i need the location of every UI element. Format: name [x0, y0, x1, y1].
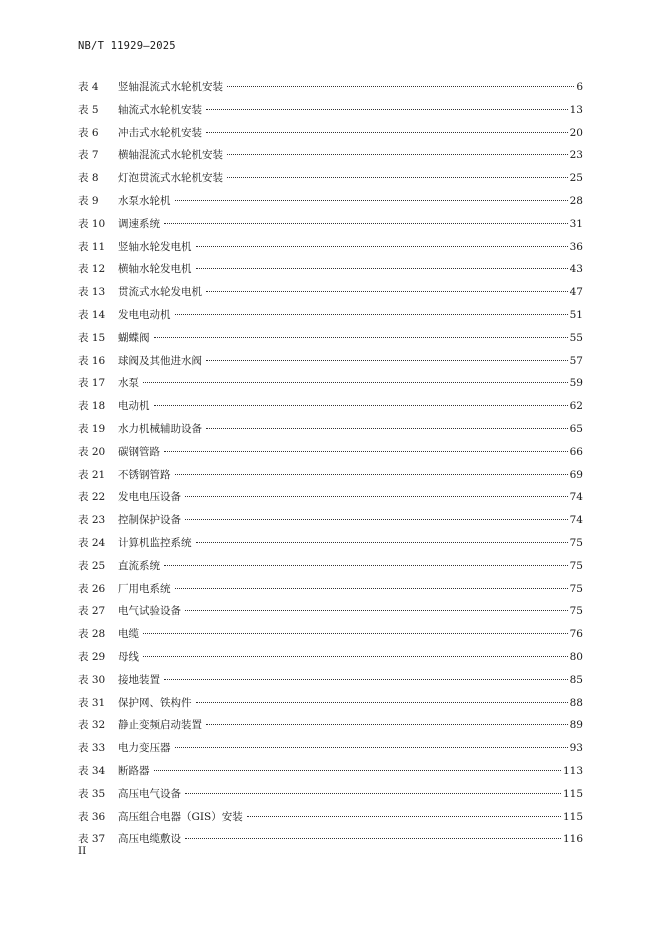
toc-entry[interactable]: [78, 284, 583, 307]
toc-entry-title: 不锈钢管路: [118, 468, 171, 481]
toc-dot-leader: [196, 702, 568, 703]
toc-entry[interactable]: [78, 467, 583, 490]
toc-entry-label: 表 8: [78, 172, 99, 185]
toc-entry-page: 57: [569, 354, 583, 367]
toc-entry-page: 75: [569, 605, 583, 618]
toc-entry[interactable]: [78, 239, 583, 262]
toc-entry-page: 28: [569, 194, 583, 207]
toc-entry-title: 蝴蝶阀: [118, 331, 150, 344]
toc-entry[interactable]: [78, 535, 583, 558]
toc-dot-leader: [175, 314, 568, 315]
toc-entry-label: 表 31: [78, 696, 106, 709]
toc-entry-page: 74: [569, 491, 583, 504]
toc-entry-label: 表 26: [78, 582, 106, 595]
toc-entry[interactable]: [78, 626, 583, 649]
toc-entry[interactable]: [78, 307, 583, 330]
toc-entry-page: 85: [569, 673, 583, 686]
toc-entry-label: 表 9: [78, 194, 99, 207]
toc-entry-label: 表 23: [78, 514, 106, 527]
toc-entry-page: 115: [562, 787, 583, 800]
toc-entry-title: 厂用电系统: [118, 582, 171, 595]
toc-entry-title: 竖轴水轮发电机: [118, 240, 192, 253]
toc-entry[interactable]: [78, 398, 583, 421]
toc-entry-title: 调速系统: [118, 217, 160, 230]
toc-entry-title: 高压电缆敷设: [118, 833, 181, 846]
toc-dot-leader: [175, 747, 568, 748]
toc-entry-label: 表 20: [78, 445, 106, 458]
toc-entry[interactable]: [78, 170, 583, 193]
toc-entry-page: 66: [569, 445, 583, 458]
toc-entry-title: 静止变频启动装置: [118, 719, 202, 732]
toc-entry-label: 表 25: [78, 559, 106, 572]
toc-entry-label: 表 4: [78, 81, 99, 93]
toc-entry-label: 表 18: [78, 400, 106, 413]
toc-entry-page: 20: [569, 126, 583, 139]
toc-entry-title: 竖轴混流式水轮机安装: [118, 81, 223, 93]
toc-dot-leader: [143, 633, 568, 634]
toc-entry[interactable]: [78, 786, 583, 809]
toc-entry[interactable]: [78, 375, 583, 398]
toc-dot-leader: [143, 656, 568, 657]
toc-entry-page: 23: [569, 149, 583, 162]
toc-dot-leader: [185, 519, 568, 520]
toc-entry-page: 59: [569, 377, 583, 390]
toc-entry-title: 断路器: [118, 764, 150, 777]
toc-dot-leader: [175, 200, 568, 201]
toc-entry-page: 74: [569, 514, 583, 527]
toc-entry-title: 水泵水轮机: [118, 194, 171, 207]
toc-entry[interactable]: [78, 740, 583, 763]
toc-entry-title: 灯泡贯流式水轮机安装: [118, 172, 223, 185]
toc-entry[interactable]: [78, 581, 583, 604]
toc-entry[interactable]: [78, 717, 583, 740]
toc-entry-page: 75: [569, 559, 583, 572]
toc-entry-label: 表 28: [78, 628, 106, 641]
toc-entry[interactable]: [78, 512, 583, 535]
toc-dot-leader: [227, 86, 574, 87]
toc-dot-leader: [206, 724, 568, 725]
toc-entry-title: 发电电压设备: [118, 491, 181, 504]
toc-entry[interactable]: [78, 421, 583, 444]
toc-entry-page: 88: [569, 696, 583, 709]
toc-entry-page: 116: [562, 833, 583, 846]
toc-entry-label: 表 14: [78, 308, 106, 321]
toc-entry[interactable]: [78, 444, 583, 467]
toc-entry[interactable]: [78, 79, 583, 102]
toc-dot-leader: [154, 770, 561, 771]
toc-entry-page: 65: [569, 422, 583, 435]
toc-entry-page: 47: [569, 286, 583, 299]
toc-dot-leader: [164, 223, 568, 224]
toc-entry[interactable]: [78, 261, 583, 284]
toc-dot-leader: [206, 360, 568, 361]
toc-entry[interactable]: [78, 216, 583, 239]
toc-entry-page: 62: [569, 400, 583, 413]
toc-entry-label: 表 29: [78, 650, 106, 663]
toc-dot-leader: [185, 496, 568, 497]
toc-entry[interactable]: [78, 193, 583, 216]
toc-dot-leader: [143, 382, 568, 383]
toc-entry[interactable]: [78, 330, 583, 353]
toc-dot-leader: [164, 451, 568, 452]
toc-dot-leader: [227, 177, 568, 178]
toc-entry[interactable]: [78, 649, 583, 672]
toc-entry-page: 113: [562, 764, 583, 777]
toc-entry-label: 表 15: [78, 331, 106, 344]
toc-dot-leader: [185, 793, 561, 794]
toc-entry-title: 球阀及其他进水阀: [118, 354, 202, 367]
toc-entry-label: 表 13: [78, 286, 106, 299]
toc-entry-page: 6: [576, 81, 583, 93]
toc-entry[interactable]: [78, 102, 583, 125]
toc-entry-label: 表 7: [78, 149, 99, 162]
toc-entry-title: 发电电动机: [118, 308, 171, 321]
toc-entry-page: 55: [569, 331, 583, 344]
toc-dot-leader: [175, 474, 568, 475]
toc-entry-page: 75: [569, 536, 583, 549]
toc-entry-title: 水力机械辅助设备: [118, 422, 202, 435]
toc-entry-title: 冲击式水轮机安装: [118, 126, 202, 139]
toc-dot-leader: [154, 405, 568, 406]
toc-entry-title: 水泵: [118, 377, 139, 390]
toc-entry-label: 表 5: [78, 103, 99, 116]
toc-entry-label: 表 10: [78, 217, 106, 230]
toc-entry-page: 75: [569, 582, 583, 595]
toc-entry[interactable]: [78, 603, 583, 626]
toc-dot-leader: [196, 246, 568, 247]
toc-entry-title: 接地装置: [118, 673, 160, 686]
toc-entry-title: 横轴水轮发电机: [118, 263, 192, 276]
toc-entry-page: 31: [569, 217, 583, 230]
toc-entry-label: 表 37: [78, 833, 106, 846]
toc-dot-leader: [206, 132, 568, 133]
toc-entry-title: 保护网、铁构件: [118, 696, 192, 709]
toc-dot-leader: [206, 291, 568, 292]
toc-dot-leader: [164, 679, 568, 680]
toc-entry-page: 115: [562, 810, 583, 823]
toc-entry[interactable]: [78, 147, 583, 170]
toc-dot-leader: [154, 337, 568, 338]
table-of-contents: [78, 79, 583, 854]
toc-dot-leader: [196, 268, 568, 269]
toc-entry-label: 表 16: [78, 354, 106, 367]
toc-entry-title: 横轴混流式水轮机安装: [118, 149, 223, 162]
toc-entry-title: 电气试验设备: [118, 605, 181, 618]
toc-entry-label: 表 36: [78, 810, 106, 823]
toc-entry[interactable]: [78, 831, 583, 854]
toc-entry-title: 轴流式水轮机安装: [118, 103, 202, 116]
toc-entry[interactable]: [78, 695, 583, 718]
toc-entry-label: 表 21: [78, 468, 106, 481]
toc-entry-label: 表 34: [78, 764, 106, 777]
toc-dot-leader: [247, 816, 561, 817]
toc-entry[interactable]: [78, 809, 583, 832]
toc-entry-title: 电动机: [118, 400, 150, 413]
toc-entry-page: 13: [569, 103, 583, 116]
toc-dot-leader: [206, 428, 568, 429]
toc-entry[interactable]: [78, 672, 583, 695]
toc-dot-leader: [227, 154, 568, 155]
toc-dot-leader: [206, 109, 568, 110]
toc-dot-leader: [175, 588, 568, 589]
toc-entry[interactable]: [78, 763, 583, 786]
toc-entry-label: 表 32: [78, 719, 106, 732]
toc-entry-label: 表 17: [78, 377, 106, 390]
toc-entry-title: 直流系统: [118, 559, 160, 572]
toc-entry-label: 表 19: [78, 422, 106, 435]
toc-entry[interactable]: [78, 353, 583, 376]
toc-entry-page: 51: [569, 308, 583, 321]
toc-entry-label: 表 22: [78, 491, 106, 504]
toc-entry-page: 93: [569, 742, 583, 755]
toc-entry-label: 表 24: [78, 536, 106, 549]
toc-entry-label: 表 30: [78, 673, 106, 686]
toc-entry-page: 89: [569, 719, 583, 732]
toc-entry-page: 36: [569, 240, 583, 253]
toc-entry-title: 电力变压器: [118, 742, 171, 755]
toc-dot-leader: [164, 565, 568, 566]
toc-dot-leader: [185, 610, 568, 611]
toc-entry-page: 69: [569, 468, 583, 481]
page-number: II: [78, 845, 87, 857]
toc-entry-label: 表 27: [78, 605, 106, 618]
toc-entry-page: 76: [569, 628, 583, 641]
toc-entry-page: 43: [569, 263, 583, 276]
toc-entry-title: 贯流式水轮发电机: [118, 286, 202, 299]
toc-entry-title: 高压电气设备: [118, 787, 181, 800]
toc-entry[interactable]: [78, 558, 583, 581]
toc-entry-title: 高压组合电器（GIS）安装: [118, 810, 243, 823]
toc-entry-label: 表 6: [78, 126, 99, 139]
toc-entry-title: 母线: [118, 650, 139, 663]
toc-entry-page: 80: [569, 650, 583, 663]
toc-entry[interactable]: [78, 125, 583, 148]
toc-entry[interactable]: [78, 489, 583, 512]
toc-entry-title: 控制保护设备: [118, 514, 181, 527]
toc-entry-label: 表 35: [78, 787, 106, 800]
toc-entry-title: 电缆: [118, 628, 139, 641]
toc-entry-title: 碳钢管路: [118, 445, 160, 458]
toc-entry-label: 表 33: [78, 742, 106, 755]
toc-entry-title: 计算机监控系统: [118, 536, 192, 549]
page-header: NB/T 11929—2025: [78, 40, 176, 52]
toc-dot-leader: [196, 542, 568, 543]
toc-entry-label: 表 12: [78, 263, 106, 276]
toc-dot-leader: [185, 838, 561, 839]
toc-entry-label: 表 11: [78, 240, 106, 253]
toc-entry-page: 25: [569, 172, 583, 185]
